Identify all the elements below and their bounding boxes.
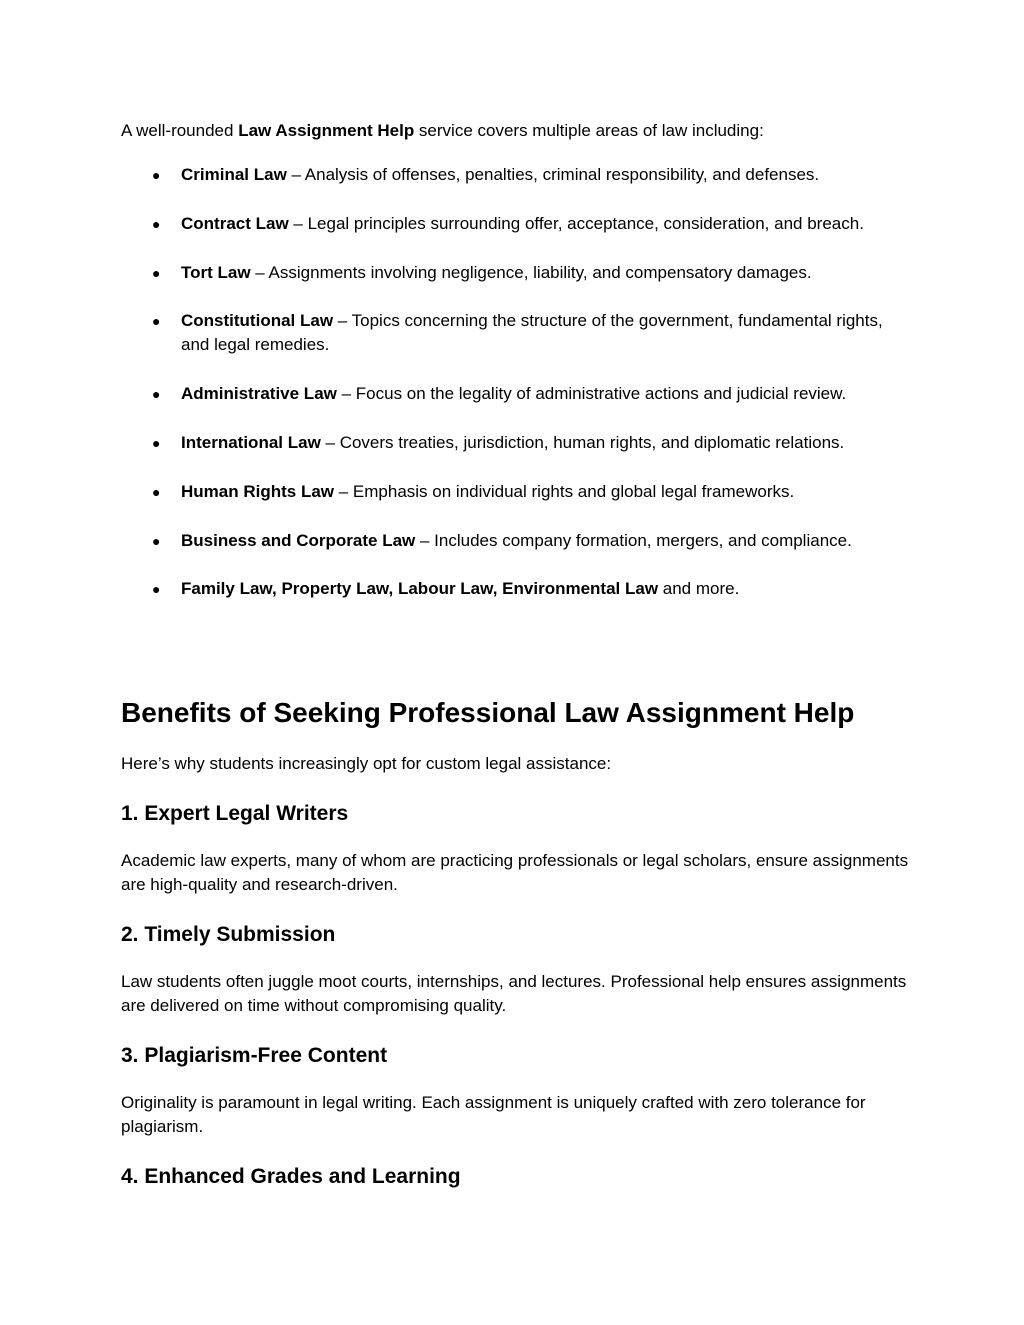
list-item (121, 163, 911, 187)
law-area-title: Criminal Law (181, 165, 287, 184)
list-item (121, 382, 911, 406)
benefit-body: Academic law experts, many of whom are practicing professionals or legal scholars, ensure assignments are high-quality and research-driven. (121, 851, 909, 894)
law-area-desc: and more. (658, 579, 740, 599)
benefit-title: 4. Enhanced Grades and Learning (121, 1165, 461, 1188)
law-area-desc: – Assignments involving negligence, liability, and compensatory damages. (250, 262, 812, 282)
law-area-title: Tort Law (181, 262, 251, 282)
benefit-title: 3. Plagiarism-Free Content (121, 1044, 388, 1067)
law-area-title: Constitutional Law (181, 311, 334, 331)
law-area-desc: – Legal principles surrounding offer, acceptance, consideration, and breach. (288, 213, 864, 233)
bullet-icon: ● (152, 532, 161, 549)
list-item (121, 261, 911, 285)
bullet-icon: ● (152, 581, 161, 598)
intro-paragraph (121, 119, 764, 143)
benefit-title: 2. Timely Submission (121, 923, 336, 946)
bullet-icon: ● (152, 386, 161, 403)
intro-bold-term: Law Assignment Help (238, 121, 415, 140)
list-item (121, 431, 911, 455)
benefits-lead: Here’s why students increasingly opt for custom legal assistance: (121, 754, 612, 773)
law-area-desc: – Covers treaties, jurisdiction, human rights, and diplomatic relations. (320, 432, 845, 452)
list-item (121, 577, 911, 601)
bullet-icon: ● (152, 264, 161, 281)
benefits-heading: Benefits of Seeking Professional Law Assignment Help (121, 697, 855, 728)
law-area-title: Human Rights Law (181, 481, 335, 501)
list-item (121, 529, 911, 553)
list-item (121, 309, 911, 357)
law-area-title: Business and Corporate Law (181, 530, 416, 550)
benefit-body: Originality is paramount in legal writing. Each assignment is uniquely crafted with zero tolerance for plagiarism. (121, 1093, 866, 1136)
bullet-icon: ● (152, 483, 161, 500)
bullet-icon: ● (152, 313, 161, 330)
law-area-title: Administrative Law (181, 384, 337, 404)
list-item (121, 212, 911, 236)
law-area-desc: – Includes company formation, mergers, and compliance. (415, 530, 852, 550)
law-area-title: Contract Law (181, 213, 289, 233)
benefit-body: Law students often juggle moot courts, internships, and lectures. Professional help ensures assignments are delivered on time without compromising quality. (121, 972, 907, 1015)
bullet-icon: ● (152, 167, 161, 183)
bullet-icon: ● (152, 434, 161, 451)
benefit-title: 1. Expert Legal Writers (121, 802, 349, 825)
law-area-desc: – Focus on the legality of administrative actions and judicial review. (336, 384, 847, 404)
intro-suffix: service covers multiple areas of law including: (414, 121, 764, 140)
law-areas-list (121, 163, 911, 626)
list-item (121, 480, 911, 504)
bullet-icon: ● (152, 215, 161, 232)
law-area-desc: – Analysis of offenses, penalties, criminal responsibility, and defenses. (286, 165, 820, 184)
intro-prefix: A well-rounded (121, 121, 239, 140)
law-area-desc: – Topics concerning the structure of the government, fundamental rights, and legal remedies. (181, 311, 883, 355)
law-area-desc: – Emphasis on individual rights and global legal frameworks. (334, 481, 795, 501)
law-area-title: Family Law, Property Law, Labour Law, Environmental Law (181, 579, 659, 599)
law-area-title: International Law (181, 432, 321, 452)
